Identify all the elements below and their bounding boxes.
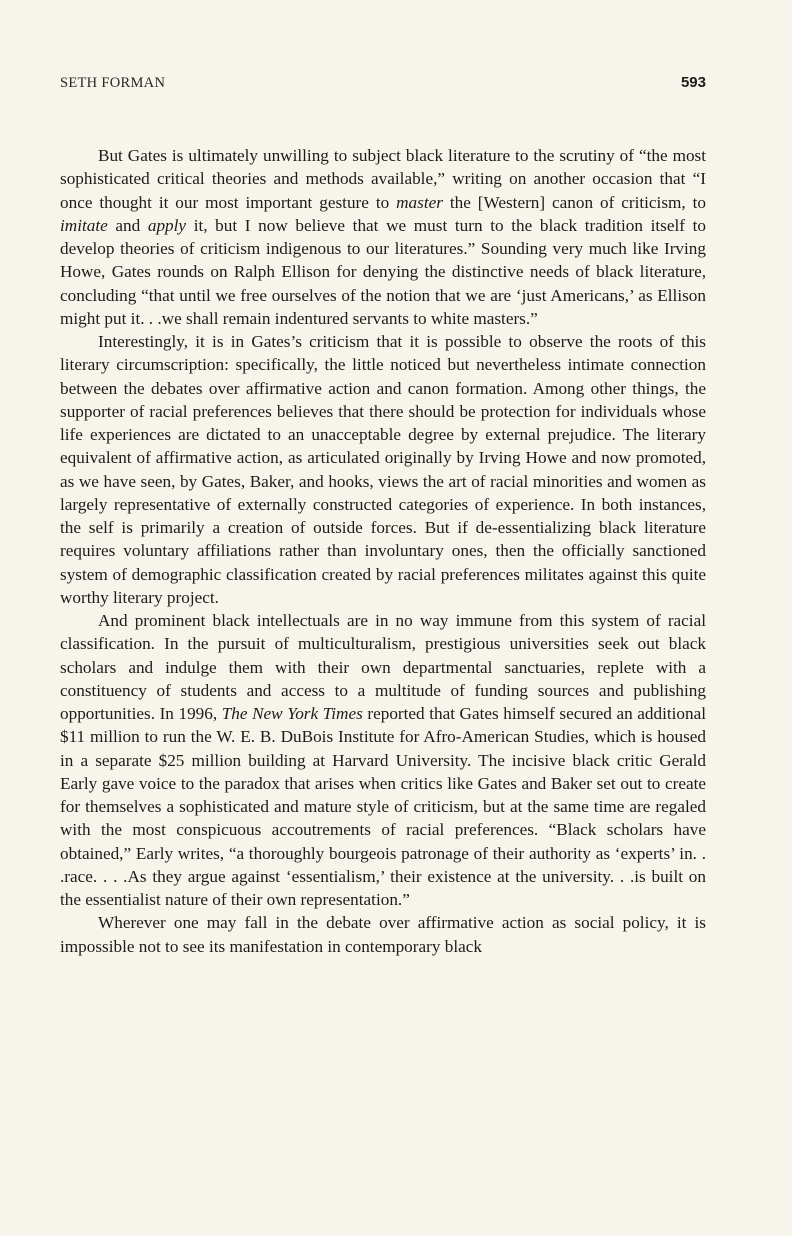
page-header xyxy=(60,74,706,92)
body-text xyxy=(60,144,706,958)
text-run: it, but I now believe that we must turn to the black tradition itself to develop theories of criticism indigenous to our literatures.” Sounding very much like Irving Howe, Gates rounds on Ralph Ellison for denying the distinctive needs of black literature, concluding “that until we free ourselves of the notion that we are ‘just Americans,’ as Ellison might put it. . .we shall remain indentured servants to white masters.” xyxy=(60,215,706,328)
paragraph-4 xyxy=(60,911,706,958)
page-number: 593 xyxy=(680,74,706,91)
paragraph-3 xyxy=(60,609,706,911)
running-head: SETH FORMAN xyxy=(60,75,166,91)
paragraph-2 xyxy=(60,330,706,609)
text-run: But Gates is ultimately unwilling to subject black literature to the scrutiny of “the most sophisticated critical theories and methods available,” writing on another occasion that “I once thought it our most important gesture to xyxy=(60,146,706,212)
italic-text: apply xyxy=(147,215,187,235)
text-run: And prominent black intellectuals are in no way immune from this system of racial classification. In the pursuit of multiculturalism, prestigious universities seek out black scholars and indulge them with their own departmental sanctuaries, replete with a constituency of students and access to a multitude of funding sources and publishing opportunities. In 1996, xyxy=(60,611,706,723)
text-run: reported that Gates himself secured an additional $11 million to run the W. E. B. DuBois Institute for Afro-American Studies, which is housed in a separate $25 million building at Harvard University. The incisive black critic Gerald Early gave voice to the paradox that arises when critics like Gates and Baker set out to create for themselves a sophisticated and mature style of criticism, but at the same time are regaled with the most conspicuous accoutrements of racial preferences. “Black scholars have obtained,” Early writes, “a thoroughly bourgeois patronage of their authority as ‘experts’ in. . .race. . . .As they argue against ‘essentialism,’ their existence at the university. . .is built on the essentialist nature of their own representation.” xyxy=(60,704,706,909)
text-run: Wherever one may fall in the debate over affirmative action as social policy, it is impossible not to see its manifestation in contemporary black xyxy=(60,913,706,956)
text-run: and xyxy=(107,215,148,235)
text-run: the [Western] canon of criticism, to xyxy=(442,192,706,212)
italic-text: The New York Times xyxy=(221,704,363,723)
paragraph-1 xyxy=(60,144,706,330)
text-run: Interestingly, it is in Gates’s criticism that it is possible to observe the roots of this literary circumscription: specifically, the little noticed but nevertheless intimate connection between the debates over affirmative action and canon formation. Among other things, the supporter of racial preferences believes that there should be protection for individuals whose life experiences are dictated to an unacceptable degree by external prejudice. The literary equivalent of affirmative action, as articulated originally by Irving Howe and now promoted, as we have seen, by Gates, Baker, and hooks, views the art of racial minorities and women as largely representative of externally constructed categories of experience. In both instances, the self is primarily a creation of outside forces. But if de-essentializing black literature requires voluntary affiliations rather than involuntary ones, then the officially sanctioned system of demographic classification created by racial preferences militates against this quite worthy literary project. xyxy=(60,332,706,607)
italic-text: imitate xyxy=(60,215,108,235)
italic-text: master xyxy=(396,192,443,212)
